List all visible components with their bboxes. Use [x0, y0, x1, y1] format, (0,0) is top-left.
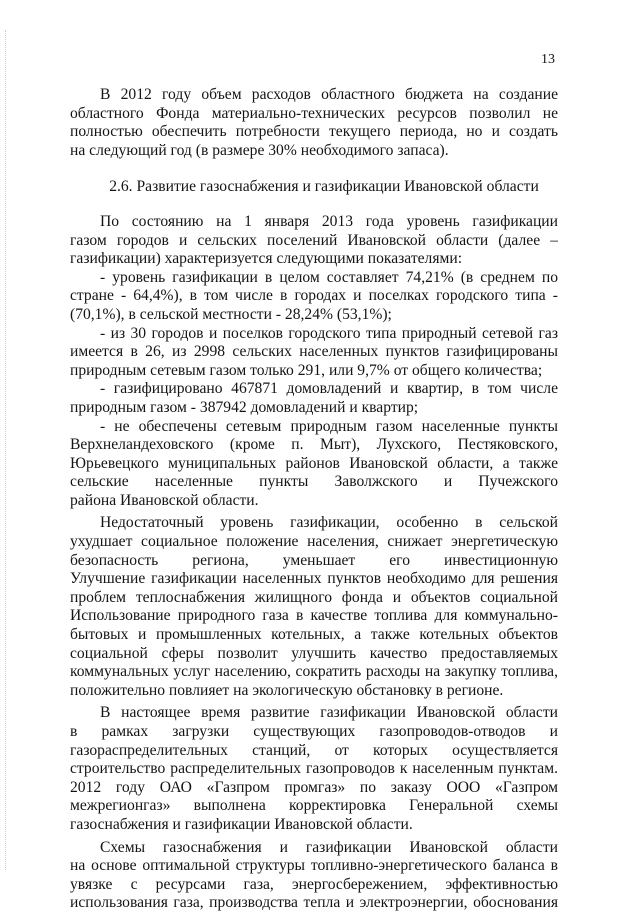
- text-line: сельские населенные пункты Заволжского и Пучежского: [70, 473, 558, 491]
- text-line: безопасность региона, уменьшает его инвестиционную: [70, 551, 558, 569]
- text-line: Юрьевецкого муниципальных районов Ивановской области, а также: [70, 454, 558, 472]
- text-line: Использование природного газа в качестве топлива для коммунально-: [70, 607, 558, 625]
- text-line: стране - 64,4%), в том числе в городах и поселках городского типа -: [70, 287, 558, 305]
- paragraph-gasification-level: [70, 213, 558, 511]
- text-line: газом городов и сельских поселений Ивановской области (далее –: [70, 231, 558, 249]
- text-line: областного Фонда материально-технических ресурсов позволил не: [70, 104, 558, 122]
- text-line: положительно повлияет на экологическую обстановку в регионе.: [70, 681, 504, 699]
- text-line: проблем теплоснабжения жилищного фонда и объектов социальной: [70, 588, 558, 606]
- section-heading: 2.6. Развитие газоснабжения и газификации Ивановской области: [109, 178, 539, 196]
- text-line: в рамках загрузки существующих газопроводов-отводов и: [70, 723, 558, 740]
- text-line: В 2012 году объем расходов областного бюджета на создание: [100, 86, 558, 103]
- text-line: газоснабжения и газификации Ивановской области.: [70, 815, 413, 833]
- text-line: - уровень газификации в целом составляет 74,21% (в среднем по: [100, 268, 558, 286]
- text-line: По состоянию на 1 января 2013 года уровень газификации: [100, 212, 558, 230]
- text-line: - не обеспечены сетевым природным газом населенные пункты: [100, 417, 558, 435]
- text-line: газораспределительных станций, от которых осуществляется: [70, 741, 558, 759]
- paragraph-gas-schemes: [70, 839, 558, 913]
- text-line: имеется в 26, из 2998 сельских населенных пунктов газифицированы: [70, 343, 558, 361]
- text-line: ухудшает социальное положение населения, снижает энергетическую: [70, 533, 558, 551]
- page-content: [70, 86, 558, 913]
- text-line: 2012 году ОАО «Газпром промгаз» по заказу ООО «Газпром: [70, 778, 558, 796]
- text-line: коммунальных услуг населению, сократить расходы на закупку топлива,: [70, 663, 558, 681]
- text-line: района Ивановской области.: [70, 491, 259, 509]
- text-line: увязке с ресурсами газа, энергосбережением, эффективностью: [70, 875, 558, 893]
- scan-margin-marks: [5, 30, 9, 870]
- text-line: Схемы газоснабжения и газификации Ивановской области: [100, 838, 558, 856]
- text-line: Верхнеландеховского (кроме п. Мыт), Лухского, Пестяковского,: [70, 436, 558, 454]
- text-line: социальной сферы позволит улучшить качество предоставляемых: [70, 644, 558, 662]
- text-line: природным сетевым газом только 291, или 9,7% от общего количества;: [70, 361, 543, 379]
- text-line: использования газа, производства тепла и электроэнергии, обоснования: [70, 894, 558, 912]
- page-number: 13: [541, 52, 555, 67]
- text-line: - газифицировано 467871 домовладений и квартир, в том числе: [100, 380, 558, 398]
- text-line: на основе оптимальной структуры топливно-энергетического баланса в: [70, 857, 558, 875]
- text-line: межрегионгаз» выполнена корректировка Генеральной схемы: [70, 797, 558, 815]
- text-line: - из 30 городов и поселков городского типа природный сетевой газ: [100, 324, 558, 342]
- text-line: на следующий год (в размере 30% необходимого запаса).: [70, 141, 449, 159]
- text-line: бытовых и промышленных котельных, а также котельных объектов: [70, 626, 558, 644]
- paragraph-current-development: [70, 704, 558, 834]
- text-line: Улучшение газификации населенных пунктов необходимо для решения: [70, 570, 558, 588]
- paragraph-insufficient-gasification: [70, 514, 558, 700]
- text-line: природным газом - 387942 домовладений и квартир;: [70, 398, 419, 416]
- text-line: газификации) характеризуется следующими показателями:: [70, 250, 463, 268]
- text-line: полностью обеспечить потребности текущего периода, но и создать: [70, 123, 558, 141]
- text-line: Недостаточный уровень газификации, особенно в сельской: [100, 514, 558, 532]
- text-line: В настоящее время развитие газификации Ивановской области: [100, 704, 558, 722]
- text-line: (70,1%), в сельской местности - 28,24% (53,1%);: [70, 305, 392, 323]
- text-line: строительство распределительных газопроводов к населенным пунктам.: [70, 760, 558, 778]
- paragraph-budget: [70, 86, 558, 160]
